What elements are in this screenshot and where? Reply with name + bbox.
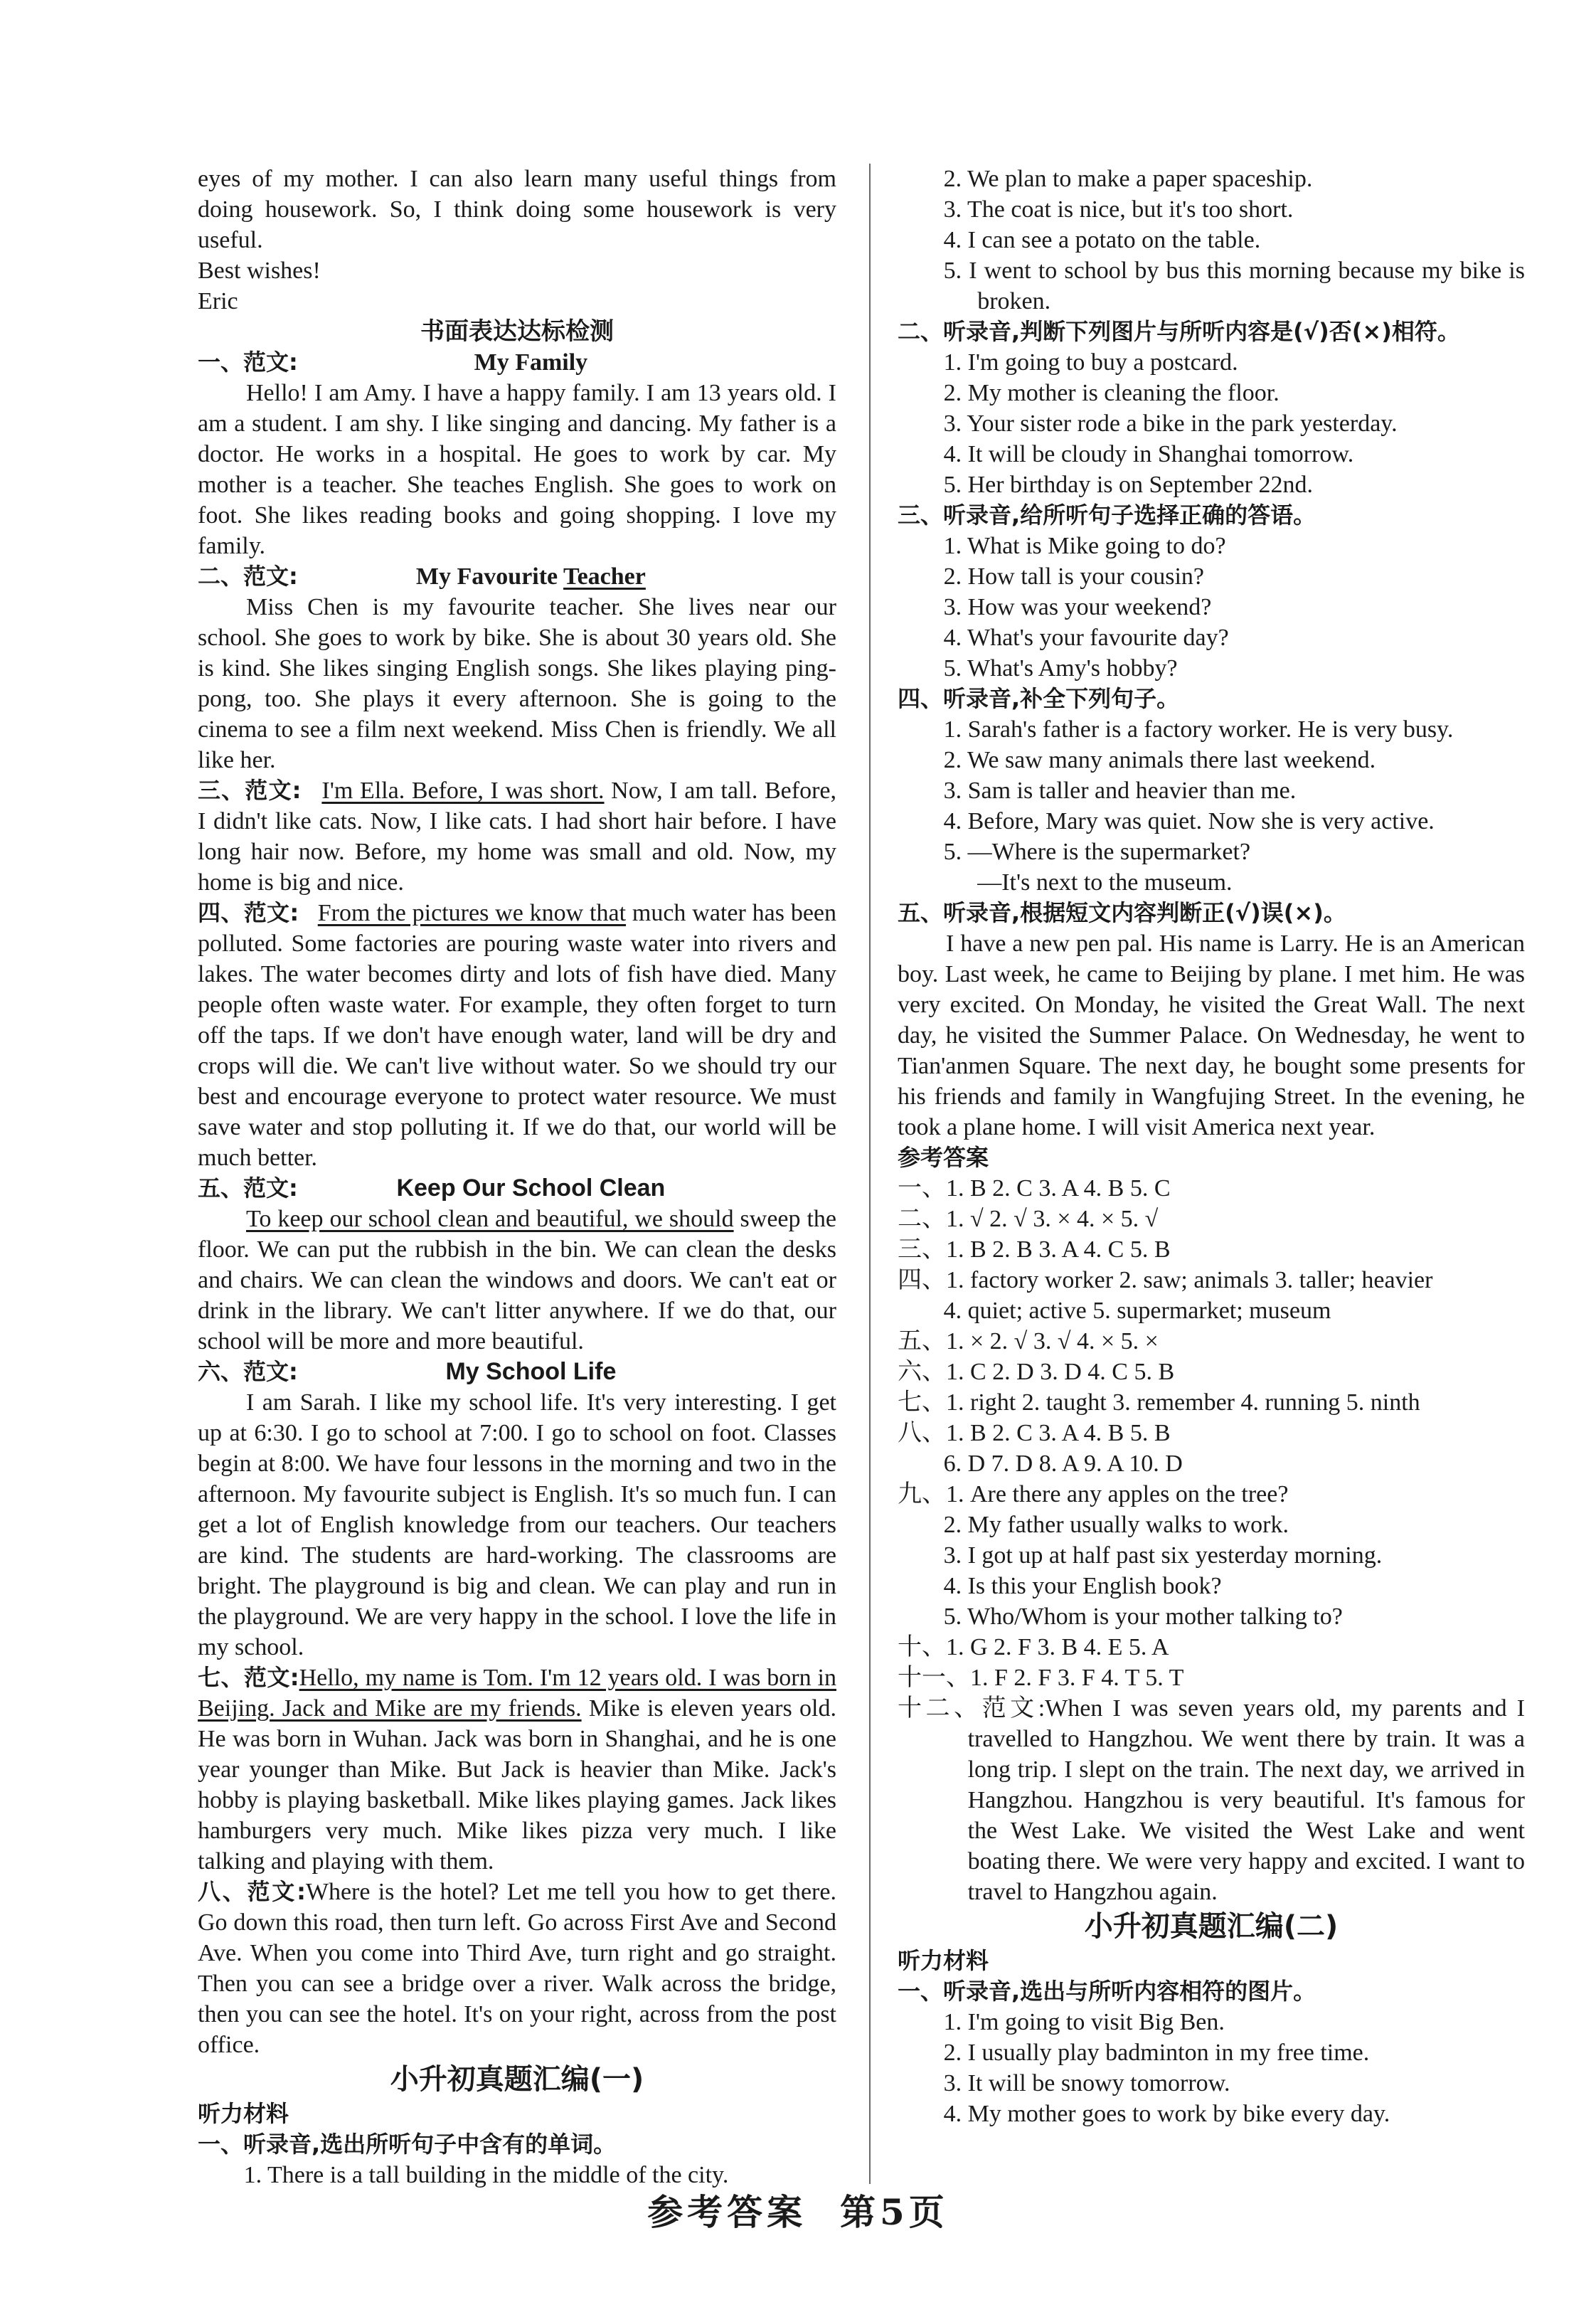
- column-divider: [869, 164, 871, 2184]
- letter-ending: eyes of my mother. I can also learn many useful things from doing housework. So, I think doing some housework is very useful.: [198, 166, 836, 253]
- answer-9-item: 4. Is this your English book?: [943, 1573, 1222, 1599]
- essay-5-body: [198, 1204, 836, 1357]
- letter-signature: Eric: [198, 288, 238, 314]
- answer-12-body: When I was seven years old, my parents and I travelled to Hangzhou. We went there by train. It was a long trip. I slept on the train. The next day, we arrived in Hangzhou. Hangzhou is very beautiful. It's famous for the West Lake. We visited the West Lake and went boating there. We were very happy and excited. I want to travel to Hangzhou again.: [967, 1695, 1525, 1905]
- exam-2-title: 小升初真题汇编(二): [1084, 1910, 1339, 1943]
- q2-item: 1. I'm going to buy a postcard.: [943, 349, 1238, 376]
- q1-item: 3. The coat is nice, but it's too short.: [943, 196, 1294, 223]
- right-column: [898, 164, 1525, 2129]
- exam-1-q1-item: 1. There is a tall building in the middle of the city.: [243, 2162, 729, 2188]
- essay-3-body: Now, I am tall. Before, I didn't like cats. Now, I like cats. I had short hair before. I have long hair now. Before, my home was small and old. Now, my home is big and nice.: [198, 778, 836, 896]
- essay-4-body: much water has been polluted. Some factories are pouring waste water into rivers and lakes. The water becomes dirty and lots of fish have died. Many people often waste water. For example, they often forget to turn off the taps. If we don't have enough water, land will be dry and crops will die. We can't live without water. So we should try our best and encourage everyone to protect water resource. We must save water and stop polluting it. If we do that, our world will be much better.: [198, 900, 836, 1171]
- exam-2-q1-item: 1. I'm going to visit Big Ben.: [943, 2009, 1225, 2035]
- essay-8-body: Where is the hotel? Let me tell you how to get there. Go down this road, then turn left. Go across First Ave and Second Ave. When you come into Third Ave, turn right and go straight. Then you can see a bridge over a river. Walk across the bridge, then you can see the hotel. It's on your right, across from the post office.: [198, 1879, 836, 2058]
- q5-heading: 五、听录音,根据短文内容判断正(√)误(×)。: [898, 899, 1346, 926]
- essay-1-title: My Family: [474, 349, 588, 376]
- answer-9-item: 3. I got up at half past six yesterday morning.: [943, 1542, 1383, 1569]
- essay-5-text: sweep the floor. We can put the rubbish in the bin. We can clean the desks and chairs. We can clean the windows and doors. We can't eat or drink in the library. We can't litter anywhere. If we do that, our school will be more and more beautiful.: [198, 1206, 836, 1354]
- essay-3-lead: I'm Ella. Before, I was short.: [321, 778, 605, 804]
- essay-2-body: Miss Chen is my favourite teacher. She lives near our school. She goes to work by bike. She is about 30 years old. She is kind. She likes singing English songs. She likes playing ping-pong, too. She plays it every afternoon. She is going to the cinema to see a film next weekend. Miss Chen is friendly. We all like her.: [198, 594, 836, 773]
- q4-item: 2. We saw many animals there last weekend.: [943, 747, 1376, 773]
- q3-item: 3. How was your weekend?: [943, 594, 1212, 620]
- exam-2-q1-item: 4. My mother goes to work by bike every day.: [943, 2101, 1390, 2127]
- essay-2-title: [298, 561, 836, 592]
- essay-7-label: 七、范文:: [198, 1664, 299, 1691]
- essay-2-header: [198, 561, 836, 592]
- q2-item: 2. My mother is cleaning the floor.: [943, 380, 1280, 406]
- exam-2-listening-label: 听力材料: [898, 1947, 989, 1974]
- essay-7: [198, 1663, 836, 1877]
- footer-page-number: 第5页: [840, 2191, 949, 2233]
- essay-6-title: My School Life: [445, 1358, 617, 1385]
- q5-passage: I have a new pen pal. His name is Larry. He is an American boy. Last week, he came to Beijing by plane. I met him. He was very excited. On Monday, he visited the Great Wall. The next day, he visited the Summer Palace. On Wednesday, he went to Tian'anmen Square. The next day, he bought some presents for his friends and family in Wangfujing Street. In the evening, he took a plane home. I will visit America next year.: [898, 930, 1525, 1140]
- answer-10: 十、1. G 2. F 3. B 4. E 5. A: [898, 1634, 1169, 1660]
- exam-1-title: 小升初真题汇编(一): [390, 2063, 644, 2096]
- answer-row: 八、1. B 2. C 3. A 4. B 5. B: [898, 1420, 1171, 1446]
- page-footer: [0, 2184, 1596, 2235]
- exam-1-listening-label: 听力材料: [198, 2100, 289, 2127]
- exam-2-q1-item: 3. It will be snowy tomorrow.: [943, 2070, 1230, 2096]
- q2-item: 4. It will be cloudy in Shanghai tomorrow.: [943, 441, 1354, 467]
- q2-item: 3. Your sister rode a bike in the park yesterday.: [943, 410, 1398, 437]
- essay-4: [198, 898, 836, 1173]
- q3-item: 4. What's your favourite day?: [943, 625, 1229, 651]
- left-column: [198, 164, 836, 2190]
- answer-row: 二、1. √ 2. √ 3. × 4. × 5. √: [898, 1206, 1159, 1232]
- essay-4-label: 四、范文:: [198, 899, 299, 926]
- q3-item: 1. What is Mike going to do?: [943, 533, 1226, 559]
- q4-item: 4. Before, Mary was quiet. Now she is very active.: [943, 808, 1435, 834]
- exam-2-q1-item: 2. I usually play badminton in my free time.: [943, 2040, 1370, 2066]
- essay-1-header: [198, 347, 836, 378]
- essay-5-header: [198, 1173, 836, 1204]
- answer-row: 四、1. factory worker 2. saw; animals 3. taller; heavier: [898, 1267, 1433, 1293]
- q4-heading: 四、听录音,补全下列句子。: [898, 685, 1180, 712]
- answer-row: 4. quiet; active 5. supermarket; museum: [943, 1298, 1331, 1324]
- q4-item: 5. —Where is the supermarket?: [943, 839, 1251, 865]
- q2-heading: 二、听录音,判断下列图片与所听内容是(√)否(×)相符。: [898, 318, 1460, 345]
- essay-5-lead: To keep our school clean and beautiful, we should: [246, 1206, 734, 1232]
- essay-1-label: 一、范文:: [198, 349, 298, 376]
- essay-4-lead: From the pictures we know that: [317, 900, 627, 926]
- footer-label: 参考答案: [647, 2191, 807, 2233]
- writing-test-heading: 书面表达达标检测: [420, 317, 614, 346]
- answer-11: 十一、1. F 2. F 3. F 4. T 5. T: [898, 1665, 1184, 1691]
- q2-item: 5. Her birthday is on September 22nd.: [943, 472, 1313, 498]
- essay-5-label: 五、范文:: [198, 1175, 298, 1202]
- answer-row: 六、1. C 2. D 3. D 4. C 5. B: [898, 1359, 1175, 1385]
- essay-2-label: 二、范文:: [198, 563, 298, 590]
- letter-closing: Best wishes!: [198, 258, 321, 284]
- essay-7-lead: Hello, my name is Tom. I'm 12 years old. I was born in Beijing. Jack and Mike are my friends.: [198, 1665, 836, 1722]
- answer-9-head: 九、1. Are there any apples on the tree?: [898, 1481, 1289, 1507]
- q4-item: 1. Sarah's father is a factory worker. He is very busy.: [943, 716, 1454, 743]
- q3-item: 2. How tall is your cousin?: [943, 563, 1204, 590]
- q3-item: 5. What's Amy's hobby?: [943, 655, 1178, 682]
- answer-row: 6. D 7. D 8. A 9. A 10. D: [943, 1451, 1183, 1477]
- essay-8-label: 八、范文:: [198, 1878, 306, 1905]
- exam-2-q1-heading: 一、听录音,选出与所听内容相符的图片。: [898, 1978, 1316, 2005]
- answers-heading: 参考答案: [898, 1144, 989, 1171]
- essay-2-title-a: My Favourite: [415, 563, 564, 590]
- answer-row: 五、1. × 2. √ 3. √ 4. × 5. ×: [898, 1328, 1159, 1354]
- essay-6-body: I am Sarah. I like my school life. It's very interesting. I get up at 6:30. I go to school at 7:00. I go to school on foot. Classes begin at 8:00. We have four lessons in the morning and two in the afternoon. My favourite subject is English. It's so much fun. I can get a lot of English knowledge from our teachers. Our teachers are kind. The students are hard-working. The classrooms are bright. The playground is big and clean. We can play and run in the playground. We are very happy in the school. I love the life in my school.: [198, 1389, 836, 1660]
- essay-2-title-b: Teacher: [563, 563, 646, 590]
- essay-6-label: 六、范文:: [198, 1358, 298, 1385]
- q4-item: 3. Sam is taller and heavier than me.: [943, 778, 1297, 804]
- q3-heading: 三、听录音,给所听句子选择正确的答语。: [898, 502, 1316, 529]
- answer-9-item: 5. Who/Whom is your mother talking to?: [943, 1603, 1343, 1630]
- essay-1-body: Hello! I am Amy. I have a happy family. I am 13 years old. I am a student. I am shy. I like singing and dancing. My father is a doctor. He works in a hospital. He goes to work by car. My mother is a teacher. She teaches English. She goes to work on foot. She likes reading books and going shopping. I love my family.: [198, 380, 836, 559]
- answer-row: 一、1. B 2. C 3. A 4. B 5. C: [898, 1175, 1171, 1202]
- answer-row: 七、1. right 2. taught 3. remember 4. running 5. ninth: [898, 1389, 1420, 1416]
- essay-3: [198, 775, 836, 898]
- answer-row: 三、1. B 2. B 3. A 4. C 5. B: [898, 1236, 1171, 1263]
- q1-item: 5. I went to school by bus this morning because my bike is broken.: [943, 258, 1525, 314]
- q1-item: 2. We plan to make a paper spaceship.: [943, 166, 1313, 192]
- answer-9-item: 2. My father usually walks to work.: [943, 1512, 1289, 1538]
- exam-1-q1-heading: 一、听录音,选出所听句子中含有的单词。: [198, 2131, 617, 2158]
- essay-6-header: [198, 1357, 836, 1387]
- q1-item: 4. I can see a potato on the table.: [943, 227, 1261, 253]
- essay-5-title: Keep Our School Clean: [396, 1175, 666, 1202]
- essay-3-label: 三、范文:: [198, 777, 302, 804]
- essay-7-body: Mike is eleven years old. He was born in Wuhan. Jack was born in Shanghai, and he is one year younger than Mike. But Jack is heavier than Mike. Jack's hobby is playing basketball. Mike likes playing games. Jack likes hamburgers very much. Mike likes pizza very much. I like talking and playing with them.: [198, 1695, 836, 1875]
- answer-12: [898, 1693, 1525, 1907]
- answer-12-label: 十二、范文:: [898, 1695, 1046, 1722]
- q4-reply: —It's next to the museum.: [977, 869, 1233, 896]
- essay-8: [198, 1877, 836, 2060]
